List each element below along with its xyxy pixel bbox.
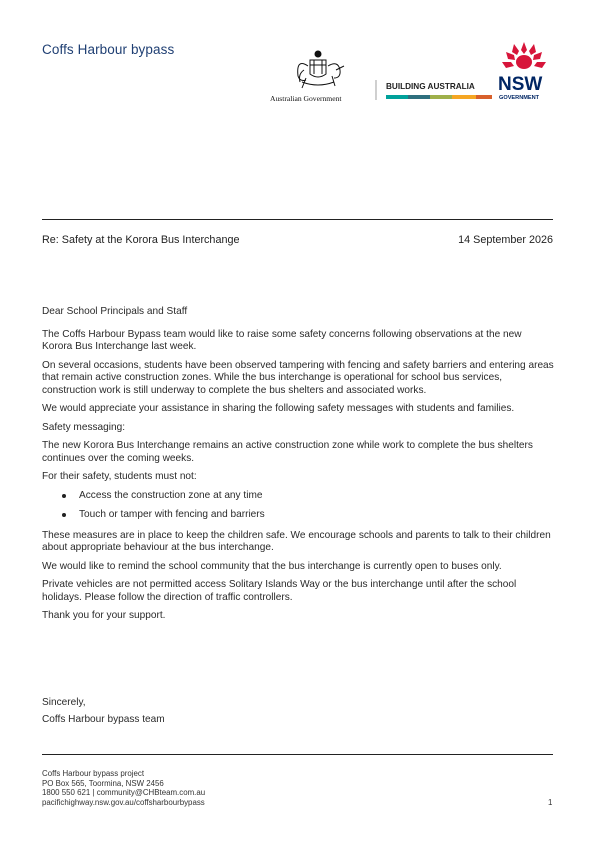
paragraph: On several occasions, students have been observed tampering with fencing and safety barriers and entering areas that remain active construction zones. While the bus interchange is operational for school bus services, construction work is still underway to complete the bus shelters and associated works. [42,359,554,396]
coat-of-arms-icon [298,51,344,88]
government-logos [262,40,554,104]
building-australia-label: BUILDING AUSTRALIA [386,82,475,91]
paragraph: The new Korora Bus Interchange remains an active construction zone while work to complete the bus shelters continues over the coming weeks. [42,440,533,464]
safety-list [42,486,554,524]
page-number: 1 [548,798,553,807]
signature: Coffs Harbour bypass team [42,714,165,725]
salutation: Dear School Principals and Staff [42,306,188,317]
paragraph: We would appreciate your assistance in sharing the following safety messages with students and families. [42,403,515,414]
list-item: Access the construction zone at any time [42,486,554,505]
closing [42,694,165,728]
paragraph: These measures are in place to keep the children safe. We encourage schools and parents to talk to their children about appropriate behaviour at the bus interchange. [42,529,551,553]
footer-line: pacifichighway.nsw.gov.au/coffsharbourbypass [42,797,205,807]
paragraph: The Coffs Harbour Bypass team would like to raise some safety concerns following observations at the new Korora Bus Interchange last week. [42,328,522,352]
footer-line: PO Box 565, Toormina, NSW 2456 [42,778,164,788]
waratah-icon [502,42,546,69]
letter-body [42,306,554,629]
paragraph: We would like to remind the school community that the bus interchange is currently open to buses only. [42,560,502,572]
nsw-wordmark: NSW [498,74,543,95]
paragraph: Private vehicles are not permitted access Solitary Islands Way or the bus interchange until after the school holidays. Please follow the direction of traffic controllers. [42,579,517,603]
nsw-government-label: GOVERNMENT [499,95,540,101]
footer-contact [42,769,205,807]
paragraph: Thank you for your support. [42,610,166,621]
letter-date: 14 September 2026 [458,234,553,246]
letter-subject: Re: Safety at the Korora Bus Interchange [42,234,240,246]
list-intro: For their safety, students must not: [42,471,197,482]
signoff: Sincerely, [42,697,86,708]
top-divider [42,219,553,220]
footer-line: Coffs Harbour bypass project [42,769,145,778]
safety-heading: Safety messaging: [42,421,126,433]
project-title: Coffs Harbour bypass [42,42,175,57]
aus-gov-label: Australian Government [270,94,342,103]
footer-line: 1800 550 621 | community@CHBteam.com.au [42,788,206,798]
list-item: Touch or tamper with fencing and barriers [42,505,554,524]
bottom-divider [42,754,553,755]
